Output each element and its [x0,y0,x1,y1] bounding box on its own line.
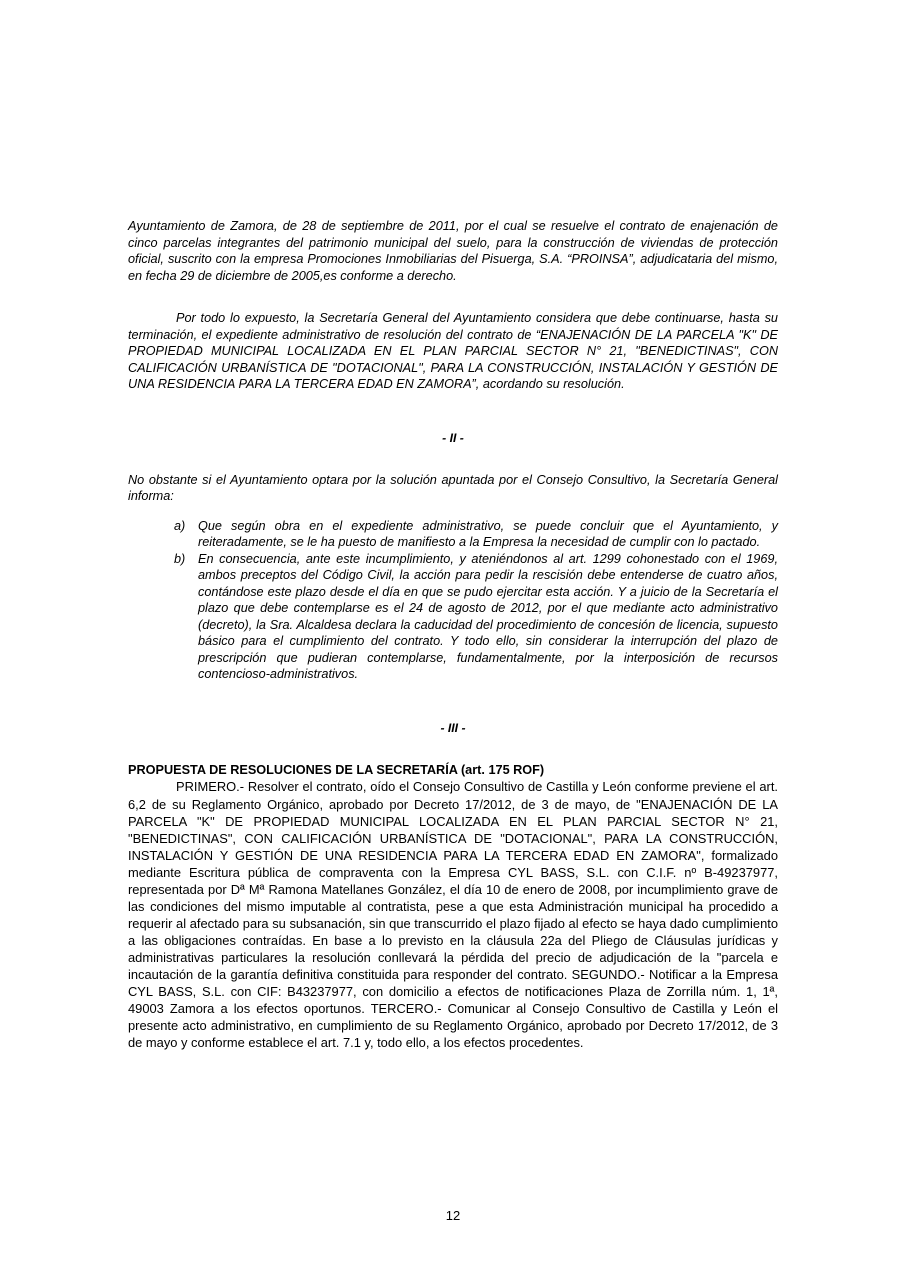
paragraph-conclusion: Por todo lo expuesto, la Secretaría General del Ayuntamiento considera que debe continuarse, hasta su terminación, el expediente administrativo de resolución del contrato de “ENAJENACIÓN DE LA PARCELA "K" DE PROPIEDAD MUNICIPAL LOCALIZADA EN EL PLAN PARCIAL SECTOR N° 21, "BENEDICTINAS", CON CALIFICACIÓN URBANÍSTICA DE "DOTACIONAL", PARA LA CONSTRUCCIÓN, INSTALACIÓN Y GESTIÓN DE UNA RESIDENCIA PARA LA TERCERA EDAD EN ZAMORA”, acordando su resolución. [128,311,778,391]
spacer [128,459,778,472]
paragraph-continuation: Ayuntamiento de Zamora, de 28 de septiembre de 2011, por el cual se resuelve el contrato de enajenación de cinco parcelas integrantes del patrimonio municipal del suelo, para la construcción de viviendas de protección oficial, suscrito con la empresa Promociones Inmobiliarias del Pisuerga, S.A. “PROINSA”, adjudicataria del mismo, en fecha 29 de diciembre de 2005,es conforme a derecho. [128,219,778,283]
list-item [174,551,778,683]
list-item-marker: b) [174,551,186,566]
list-item [174,518,778,551]
paragraph-resolutions: PRIMERO.- Resolver el contrato, oído el Consejo Consultivo de Castilla y León conforme previene el art. 6,2 de su Reglamento Orgánico, aprobado por Decreto 17/2012, de 3 de mayo, de "ENAJENACIÓN DE LA PARCELA "K" DE PROPIEDAD MUNICIPAL LOCALIZADA EN EL PLAN PARCIAL SECTOR N° 21, "BENEDICTINAS", CON CALIFICACIÓN URBANÍSTICA DE "DOTACIONAL", PARA LA CONSTRUCCIÓN, INSTALACIÓN Y GESTIÓN DE UNA RESIDENCIA PARA LA TERCERA EDAD EN ZAMORA", formalizado mediante Escritura pública de compraventa con la Empresa CYL BASS, S.L. con C.I.F. nº B-49237977, representada por Dª Mª Ramona Matellanes González, el día 10 de enero de 2008, por incumplimiento grave de las condiciones del mismo imputable al contratista, pese a que esta Administración municipal ha procedido a requerir al afectado para su subsanación, sin que transcurrido el plazo fijado al efecto se haya dado cumplimiento a las obligaciones contraídas. En base a lo previsto en la cláusula 22a del Pliego de Cláusulas jurídicas y administrativas particulares la resolución conllevará la pérdida del precio de adjudicación de la "parcela e incautación de la garantía definitiva constituida para responder del contrato. SEGUNDO.- Notificar a la Empresa CYL BASS, S.L. con CIF: B43237977, con domicilio a efectos de notificaciones Plaza de Zorrilla núm. 1, 1ª, 49003 Zamora a los efectos oportunos. TERCERO.- Comunicar al Consejo Consultivo de Castilla y León el presente acto administrativo, en cumplimiento de su Reglamento Orgánico, aprobado por Decreto 17/2012, de 3 de mayo y conforme establece el art. 7.1 y, todo ello, a los efectos procedentes. [128,779,778,1050]
spacer [128,683,778,709]
page-number: 12 [445,1208,461,1223]
spacer [128,393,778,419]
document-body [128,218,778,1051]
proposal-heading: PROPUESTA DE RESOLUCIONES DE LA SECRETARÍA (art. 175 ROF) [128,762,545,777]
list-item-text: Que según obra en el expediente administrativo, se puede concluir que el Ayuntamiento, y reiteradamente, se le ha puesto de manifiesto a la Empresa la necesidad de cumplir con lo pactado. [198,518,778,550]
spacer [128,284,778,310]
paragraph-alternative: No obstante si el Ayuntamiento optara por la solución apuntada por el Consejo Consultivo, la Secretaría General informa: [128,472,778,504]
spacer [128,505,778,518]
lettered-list [128,518,778,683]
section-heading-iii: - III - [440,720,466,735]
section-heading-ii: - II - [442,430,464,445]
list-item-text: En consecuencia, ante este incumplimiento, y ateniéndonos al art. 1299 cohonestado con el 1969, ambos preceptos del Código Civil, la acción para pedir la rescisión debe entenderse de cuatro años, contándose este plazo desde el día en que se pudo ejercitar esta acción. Y a juicio de la Secretaría el plazo que debe contemplarse es el 24 de agosto de 2012, por el que mediante acto administrativo (decreto), la Sra. Alcaldesa declara la caducidad del procedimiento de concesión de licencia, supuesto básico para el cumplimiento del contrato. Y todo ello, sin considerar la interrupción del plazo de prescripción que pudieran contemplarse, fundamentalmente, por la interposición de recursos contencioso-administrativos. [198,551,778,682]
list-item-marker: a) [174,518,186,533]
spacer [128,749,778,762]
